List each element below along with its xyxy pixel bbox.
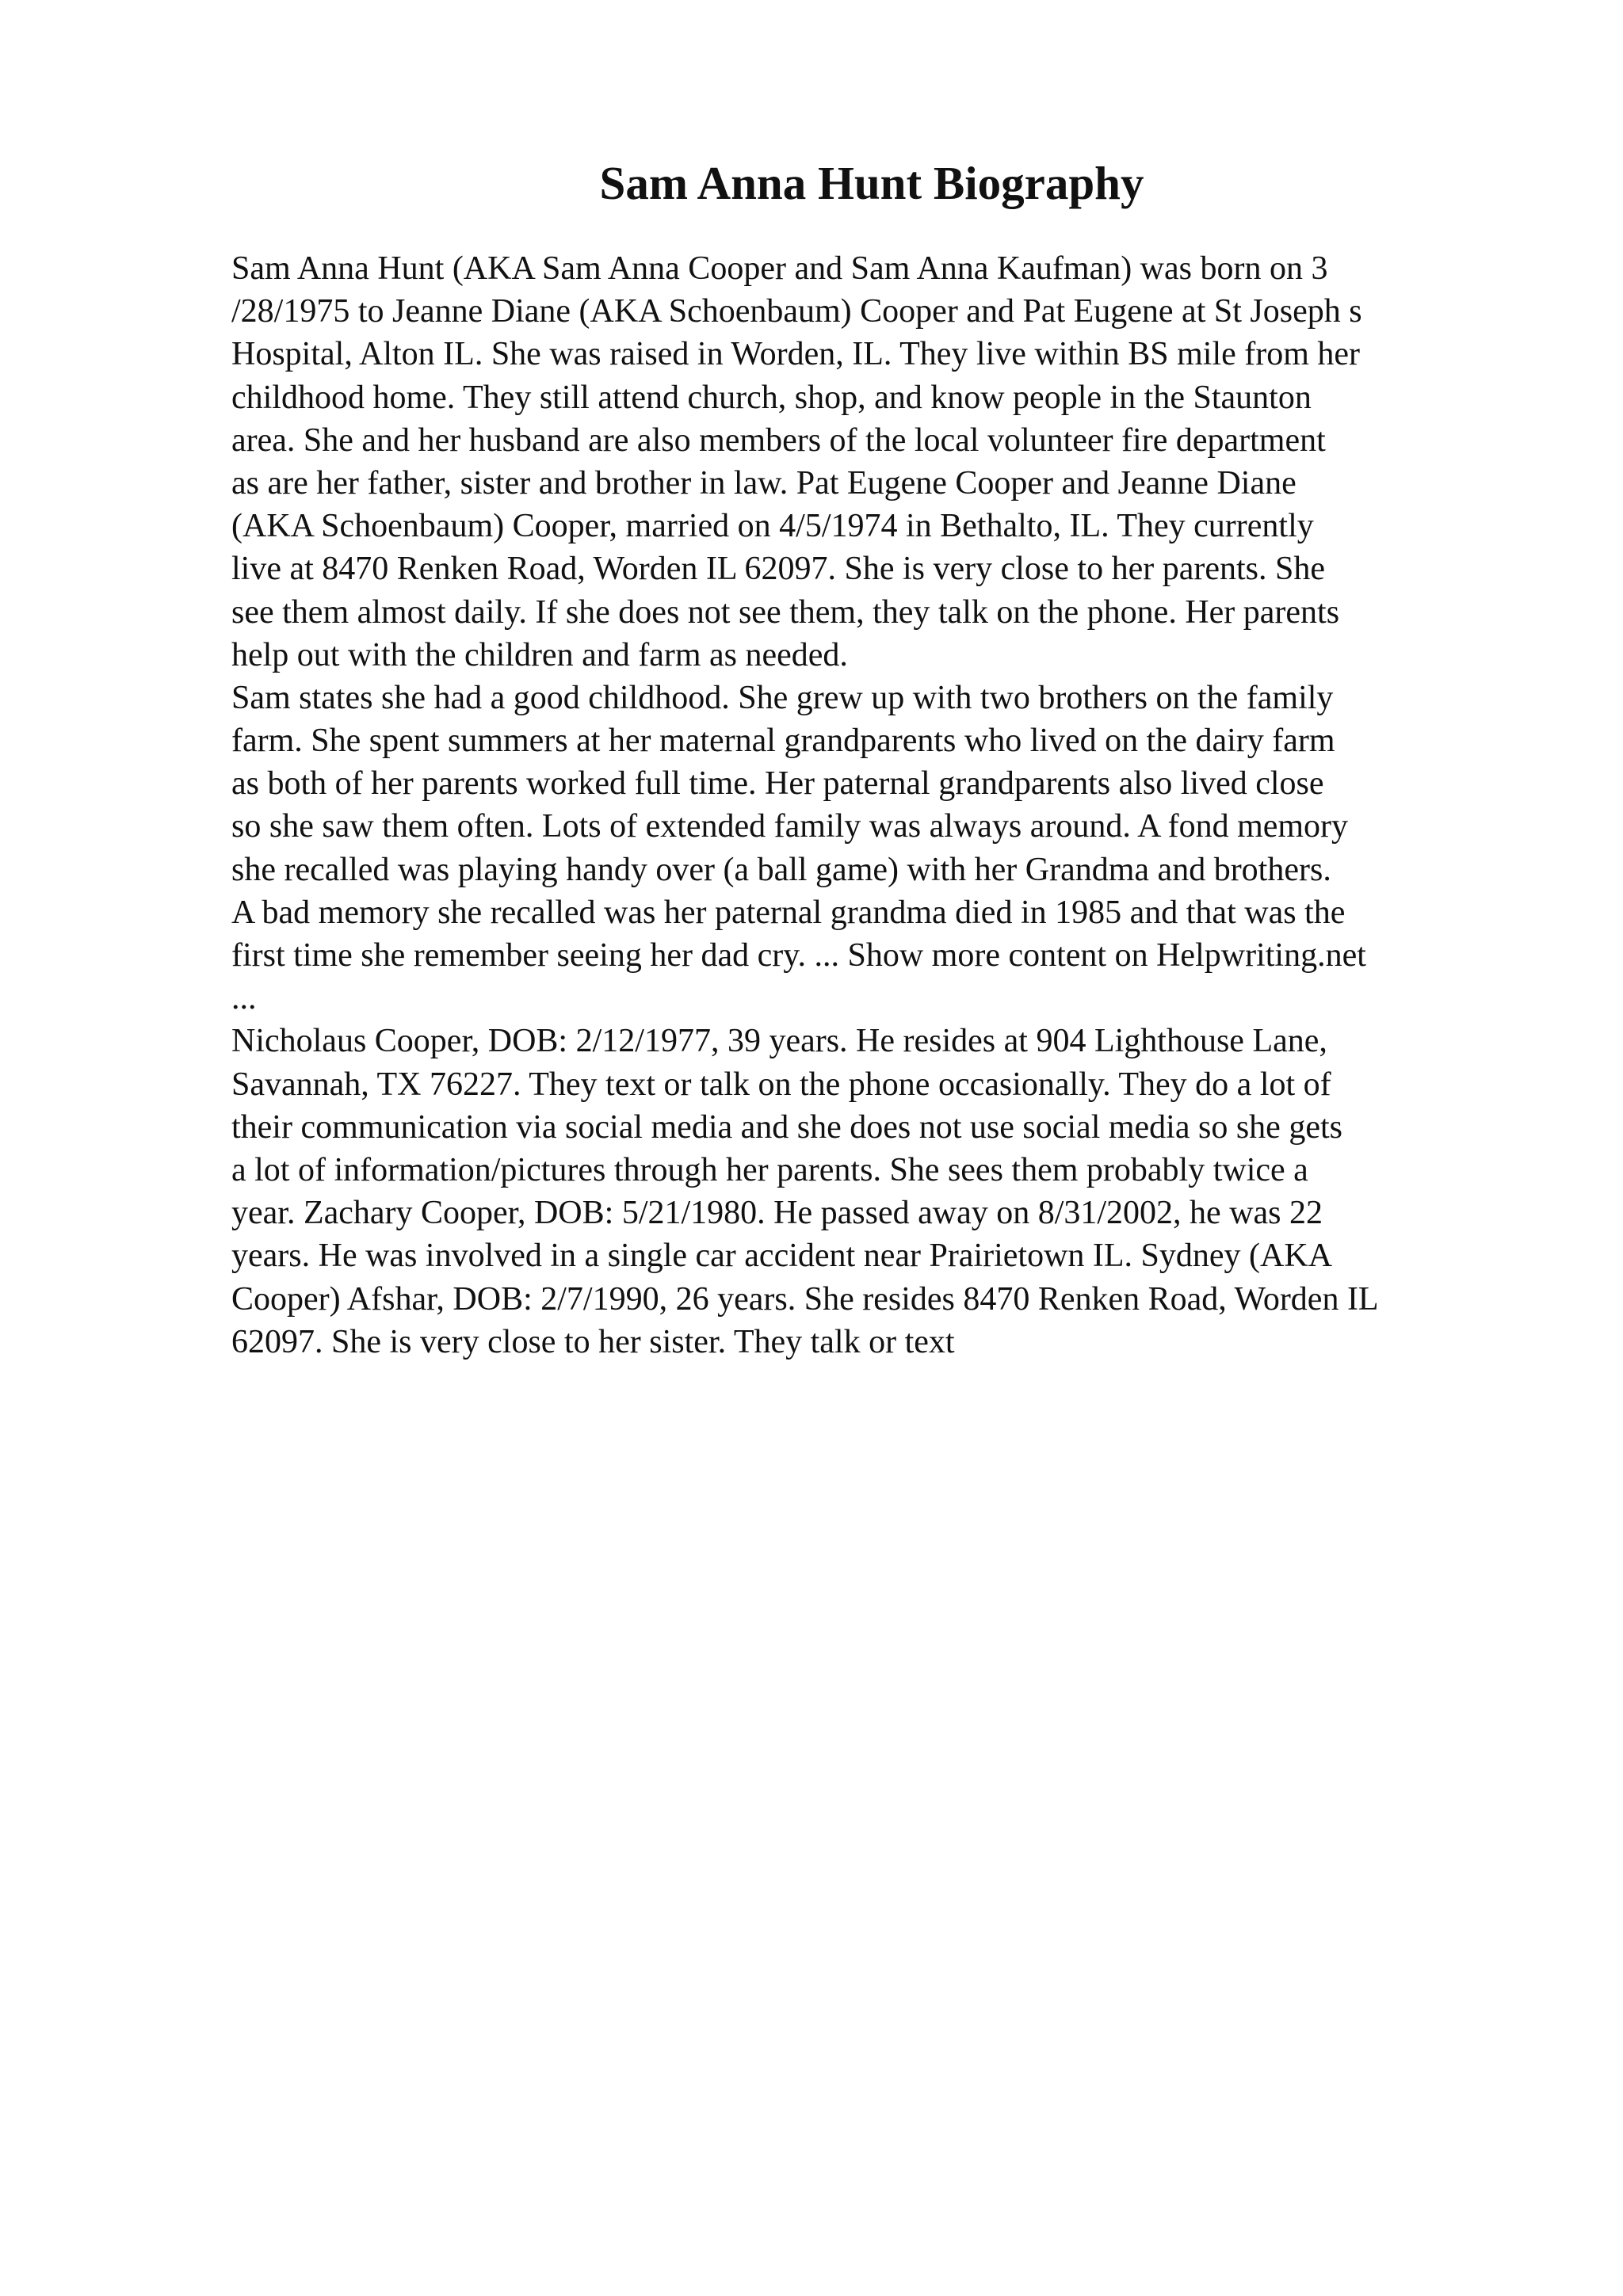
- text-line: so she saw them often. Lots of extended family was always around. A fond memory: [231, 808, 1349, 845]
- text-line: A bad memory she recalled was her paternal grandma died in 1985 and that was the: [231, 894, 1346, 931]
- text-line: she recalled was playing handy over (a ball game) with her Grandma and brothers.: [231, 851, 1331, 888]
- text-line: live at 8470 Renken Road, Worden IL 62097. She is very close to her parents. She: [231, 551, 1325, 588]
- text-line: Hospital, Alton IL. She was raised in Worden, IL. They live within BS mile from her: [231, 336, 1361, 373]
- text-line: childhood home. They still attend church, shop, and know people in the Staunton: [231, 379, 1312, 416]
- page-title: Sam Anna Hunt Biography: [599, 157, 1144, 209]
- text-line: ...: [231, 980, 257, 1017]
- text-line: first time she remember seeing her dad cry. ... Show more content on Helpwriting.net: [231, 937, 1366, 974]
- text-line: Sam Anna Hunt (AKA Sam Anna Cooper and Sam Anna Kaufman) was born on 3: [231, 250, 1328, 287]
- text-line: farm. She spent summers at her maternal grandparents who lived on the dairy farm: [231, 723, 1335, 760]
- text-line: Savannah, TX 76227. They text or talk on the phone occasionally. They do a lot of: [231, 1066, 1331, 1103]
- text-line: Sam states she had a good childhood. She grew up with two brothers on the family: [231, 679, 1334, 716]
- document-body: [231, 247, 1515, 1363]
- text-line: help out with the children and farm as needed.: [231, 636, 848, 673]
- text-line: as are her father, sister and brother in law. Pat Eugene Cooper and Jeanne Diane: [231, 464, 1296, 502]
- text-line: Nicholaus Cooper, DOB: 2/12/1977, 39 years. He resides at 904 Lighthouse Lane,: [231, 1023, 1327, 1060]
- text-line: years. He was involved in a single car accident near Prairietown IL. Sydney (AKA: [231, 1238, 1333, 1275]
- text-line: year. Zachary Cooper, DOB: 5/21/1980. He passed away on 8/31/2002, he was 22: [231, 1195, 1323, 1232]
- text-line: Cooper) Afshar, DOB: 2/7/1990, 26 years. She resides 8470 Renken Road, Worden IL: [231, 1280, 1379, 1318]
- text-line: a lot of information/pictures through her parents. She sees them probably twice a: [231, 1151, 1308, 1188]
- text-line: see them almost daily. If she does not see them, they talk on the phone. Her parents: [231, 593, 1340, 631]
- text-line: 62097. She is very close to her sister. They talk or text: [231, 1323, 955, 1360]
- text-line: area. She and her husband are also members of the local volunteer fire department: [231, 421, 1326, 459]
- text-line: (AKA Schoenbaum) Cooper, married on 4/5/1974 in Bethalto, IL. They currently: [231, 508, 1314, 545]
- text-line: as both of her parents worked full time. Her paternal grandparents also lived close: [231, 765, 1324, 803]
- text-line: their communication via social media and she does not use social media so she gets: [231, 1108, 1342, 1146]
- text-line: /28/1975 to Jeanne Diane (AKA Schoenbaum) Cooper and Pat Eugene at St Joseph s: [231, 293, 1362, 330]
